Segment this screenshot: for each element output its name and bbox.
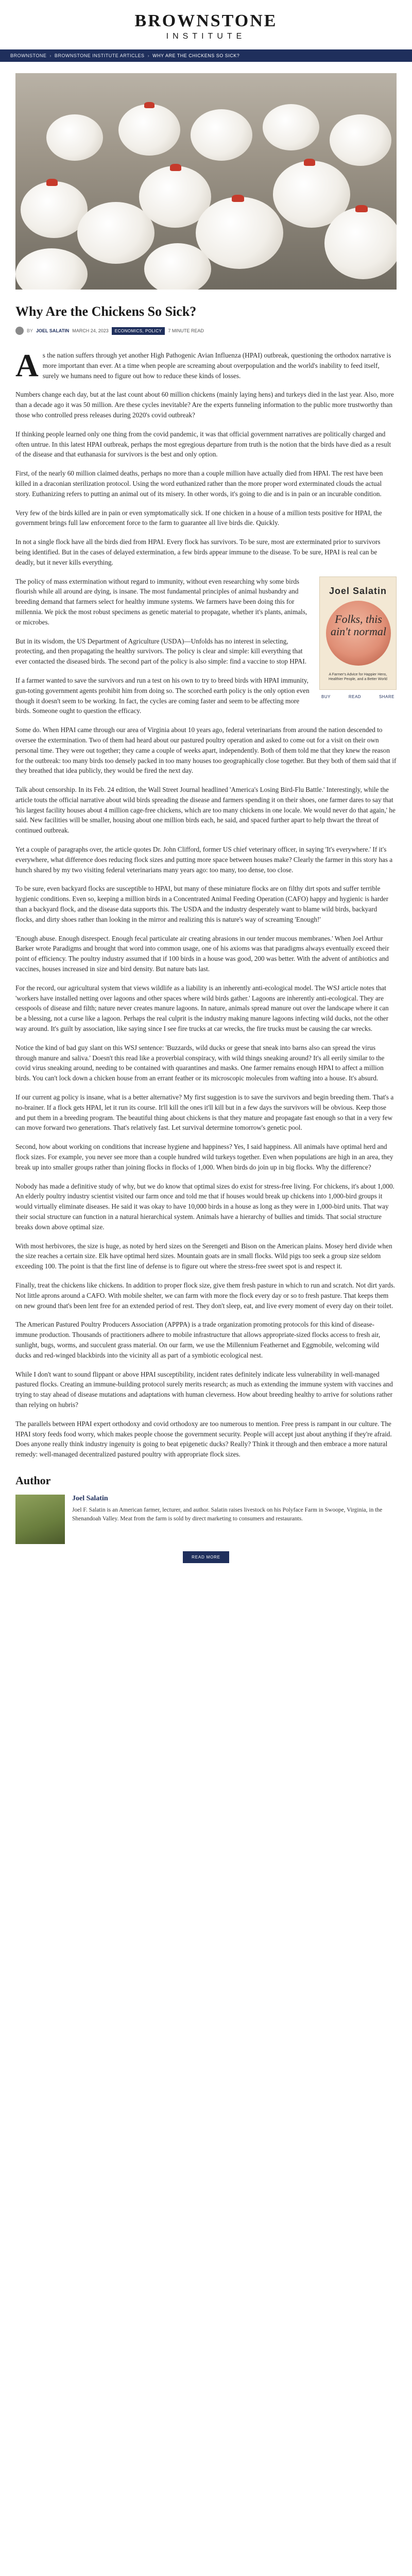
chevron-right-icon: › bbox=[49, 53, 52, 58]
article-paragraph: To be sure, even backyard flocks are susceptible to HPAI, but many of these miniature flocks are on filthy dirt spots and suffer terrible hygienic conditions. Even so, keeping a million birds in a Concentrated Animal Feeding Operation (CAFO) happy and hygienic is harder than a backyard flock, and the disease data supports this. The USDA and the industry desperately want to blame wild birds, backyard flocks, and dirty shoes rather than looking in the mirror and realizing this is nature's way of screaming 'Enough!' bbox=[15, 885, 389, 923]
article-meta bbox=[15, 327, 412, 335]
article-body bbox=[15, 350, 397, 1460]
article-paragraph: Nobody has made a definitive study of why, but we do know that optimal sizes do exist for stress-free living. For chickens, it's about 1,000. An elderly poultry industry scientist visited our farm once and told me that if houses would break up chickens into 1,000-bird groups it would virtually eliminate diseases. He said it was okay to have 10,000 birds in a house as long as they were in 1,000-bird units. That way their social structure can function in a natural hierarchical system. Animals have a hierarchy of bullies and timids. That social structure breaks down above optimal size. bbox=[15, 1182, 394, 1231]
author-link[interactable]: JOEL SALATIN bbox=[36, 328, 70, 333]
article-paragraph: But in its wisdom, the US Department of Agriculture (USDA)—Unfolds has no interest in selecting, protecting, and then propagating the healthy survivors. The policy is clear and simple: kill everything that ever contacted the diseased birds. The second part of the policy is also simple: find a vaccine to stop HPAI. bbox=[15, 637, 307, 666]
author-section bbox=[15, 1474, 397, 1563]
article-paragraph: If a farmer wanted to save the survivors and run a test on his own to try to breed birds with HPAI immunity, gun-toting government agents prohibit him from doing so. The scorched earth policy is the only option even though it doesn't seem to be working. In fact, the cycles are coming faster and seem to be affecting more birds. Someone ought to question the efficacy. bbox=[15, 676, 310, 715]
book-cover-title: Folks, this ain't normal bbox=[331, 612, 386, 638]
byline-prefix: BY bbox=[27, 328, 33, 333]
author-photo[interactable] bbox=[15, 1495, 65, 1544]
hero-image bbox=[15, 73, 397, 290]
author-card bbox=[15, 1495, 397, 1544]
article-paragraph: If thinking people learned only one thing from the covid pandemic, it was that official government narratives are politically charged and often untrue. In this latest HPAI outbreak, perhaps the most egregious departure from truth is the notion that the birds have died as a result of the disease and that euthanasia for survivors is the best and only option. bbox=[15, 430, 391, 459]
article-paragraph: Numbers change each day, but at the last count about 60 million chickens (mainly laying hens) and turkeys died in the last year. Also, more than a decade ago it was 50 million. Are these cycles inevitable? Are the experts funneling information to the public more trustworthy than those who controlled press releases during 2020's covid outbreak? bbox=[15, 391, 394, 419]
chicken-comb bbox=[355, 205, 368, 212]
site-logo-subtitle: INSTITUTE bbox=[166, 32, 246, 41]
site-logo[interactable]: BROWNSTONE bbox=[134, 11, 278, 30]
buy-button[interactable]: BUY bbox=[321, 694, 331, 699]
article-paragraph: Talk about censorship. In its Feb. 24 edition, the Wall Street Journal headlined 'America's Losing Bird-Flu Battle.' Interestingly, while the article touts the official narrative about wild birds spreading the disease and farmers spending it on their shoes, one farmer dares to say that 'his largest facility houses about 4 million cage-free chickens, which are too many chickens in one locale. We would never do that again,' he said. New facilities will be smaller, housing about one million birds each, he said, and spaced further apart to help thwart the threat of continued outbreak. bbox=[15, 786, 396, 835]
chicken-comb bbox=[232, 195, 244, 202]
article-paragraph: Very few of the birds killed are in pain or even symptomatically sick. If one chicken in a house of a million tests positive for HPAI, the government brings full law enforcement force to the farm to guarantee all live birds die. Quickly. bbox=[15, 509, 382, 527]
site-header bbox=[0, 0, 412, 49]
author-name-link[interactable]: Joel Salatin bbox=[72, 1494, 108, 1502]
chicken-comb bbox=[304, 159, 315, 166]
book-cover-author: Joel Salatin bbox=[329, 585, 387, 596]
drop-cap: A bbox=[15, 348, 39, 383]
article-paragraph: Notice the kind of bad guy slant on this WSJ sentence: 'Buzzards, wild ducks or geese that sneak into barns also can spread the virus through manure and saliva.' Doesn't this read like a proverbial conspiracy, with wild things sneaking around? It's all eerily similar to the covid virus sneaking around, needing to be contained with quarantines and masks. One farmer remains enough HPAI to affect a million birds. You can't lock down a chicken house from an errant feather or its microscopic molecules from wafting into a house. It's absurd. bbox=[15, 1043, 385, 1082]
author-info bbox=[72, 1495, 397, 1544]
chicken-comb bbox=[144, 102, 154, 108]
article-paragraph: Finally, treat the chickens like chickens. In addition to proper flock size, give them fresh pasture in which to run and scratch. Not dirt yards. Not little aprons around a CAFO. With mobile shelter, we can farm with more the flock every day or so to fresh pasture. That keeps them on new ground that's been lent free for an extended period of rest. They don't sleep, eat, and live every moment of every day on their toilet. bbox=[15, 1281, 396, 1310]
article-paragraph: The parallels between HPAI expert orthodoxy and covid orthodoxy are too numerous to mention. Free press is rampant in our culture. The HPAI story feeds food worry, which makes people choose the government security. People will accept just about anything if they're afraid. Does anyone really think industry ingenuity is going to beat epigenetic ducks? Really? Think it through and then embrace a more natural remedy: well-managed decentralized pastured poultry with appropriate flock sizes. bbox=[15, 1419, 392, 1459]
article-paragraph: Some do. When HPAI came through our area of Virginia about 10 years ago, federal veterinarians from around the nation descended to oversee the extermination. Two of them had heard about our pastured poultry operation and asked to come out for a visit on their own personal time. They were out together; they came a couple of weeks apart, independently. Both of them told me that they knew the reason for the outbreak: too many birds too densely packed in too many houses too geographically close together. But they both of them said that if they breathed that idea publicly, they would be fired the next day. bbox=[15, 726, 397, 775]
chicken-comb bbox=[46, 179, 58, 186]
article-paragraph: Yet a couple of paragraphs over, the article quotes Dr. John Clifford, former US chief veterinary officer, in saying 'It's everywhere.' If it's everywhere, what difference does reducing flock sizes and putting more space between houses make? Clearly the farmer in this story has a hunch shared by my two visiting federal veterinarians many years ago: too many, too dense, too close. bbox=[15, 845, 393, 874]
read-button[interactable]: READ bbox=[348, 694, 362, 699]
chicken-shape bbox=[191, 109, 252, 161]
book-actions bbox=[319, 694, 397, 700]
breadcrumb-item-current: WHY ARE THE CHICKENS SO SICK? bbox=[152, 53, 240, 58]
avatar[interactable] bbox=[15, 327, 24, 335]
lead-text: s the nation suffers through yet another High Pathogenic Avian Influenza (HPAI) outbreak, questioning the orthodox narrative is more important than ever. At a time when people are screaming about overpopulation and the world's inability to feed itself, surely we humans need to figure out how to reduce these kinds of losses. bbox=[42, 351, 391, 380]
chicken-shape bbox=[196, 197, 283, 269]
breadcrumb-bar bbox=[0, 49, 412, 62]
book-cover-subtitle: A Farmer's Advice for Happier Hens, Healthier People, and a Better World bbox=[329, 673, 387, 682]
chicken-shape bbox=[330, 114, 391, 166]
article-paragraph: First, of the nearly 60 million claimed deaths, perhaps no more than a couple million have actually died from HPAI. The rest have been killed in a draconian sterilization protocol. Using the word euthanized rather than the more proper word exterminated clouds the actual story. Euthanizing refers to putting an animal out of its misery. In other words, it's going to die and is in pain or an incurable condition. bbox=[15, 469, 383, 498]
author-heading: Author bbox=[15, 1473, 51, 1487]
article-title: Why Are the Chickens So Sick? bbox=[15, 304, 197, 319]
author-bio: Joel F. Salatin is an American farmer, lecturer, and author. Salatin raises livestock on his Polyface Farm in Swoope, Virginia, in the Shenandoah Valley. Meat from the farm is sold by direct marketing to consumers and restaurants. bbox=[72, 1506, 383, 1522]
chicken-shape bbox=[324, 207, 397, 279]
chicken-shape bbox=[144, 243, 211, 290]
article-paragraph: 'Enough abuse. Enough disrespect. Enough fecal particulate air creating abrasions in our tender mucous membranes.' When Joel Arthur Barker wrote Paradigms and brought that word into common usage, one of his axioms was that paradigms always eventually exceed their point of efficiency. The poultry industry assumed that if 100 birds in a house was good, 200 was better. With the advent of antibiotics and vaccines, houses increased in size and bird density. But nature bats last. bbox=[15, 934, 389, 973]
article-paragraph: While I don't want to sound flippant or above HPAI susceptibility, incident rates definitely indicate less vulnerability in well-managed pastured flocks. Creating an immune-building protocol surely merits research; as much as extending the immune system with vaccines and trying to stay ahead of disease mutations and adaptations with human cleverness. How about breeding healthy to arrive for solutions rather than relying on hubris? bbox=[15, 1370, 393, 1409]
breadcrumb-item-section[interactable]: BROWNSTONE INSTITUTE ARTICLES bbox=[54, 53, 145, 58]
article-paragraph: Second, how about working on conditions that increase hygiene and happiness? Yes, I said happiness. All animals have optimal herd and flock sizes. For example, you never see more than a couple hundred wild turkeys together. Even when populations are high in an area, they break up into smaller groups rather than joining flocks in flocks of 1,000. When birds do join up in big flocks. Why the difference? bbox=[15, 1143, 393, 1171]
breadcrumb bbox=[10, 53, 239, 58]
book-cover[interactable] bbox=[319, 577, 397, 690]
chevron-right-icon: › bbox=[147, 53, 150, 58]
read-more-button[interactable]: READ MORE bbox=[183, 1551, 229, 1563]
chicken-shape bbox=[118, 104, 180, 156]
chicken-shape bbox=[15, 248, 88, 290]
article-paragraph: If our current ag policy is insane, what is a better alternative? My first suggestion is to save the survivors and begin breeding them. That's a no-brainer. If a flock gets HPAI, let it run its course. It'll kill the ones it'll kill but in a few days the survivors will be obvious. Keep those and put them in a breeding program. The beautiful thing about chickens is that they mature and propagate fast enough so that in a very few can move forward two generations. That's relatively fast. Let survival determine tomorrow's genetic pool. bbox=[15, 1093, 394, 1132]
article-date: MARCH 24, 2023 bbox=[72, 328, 109, 333]
read-time: 7 MINUTE READ bbox=[168, 328, 204, 333]
breadcrumb-item-home[interactable]: BROWNSTONE bbox=[10, 53, 47, 58]
book-promo bbox=[319, 577, 397, 700]
chicken-comb bbox=[170, 164, 181, 171]
article-lead-paragraph bbox=[15, 350, 397, 381]
article-paragraph: The American Pastured Poultry Producers Association (APPPA) is a trade organization promoting protocols for this kind of disease-immune production. Thousands of practitioners adhere to mobile infrastructure that allows appropriate-sized flocks access to fresh air, sunlight, bugs, worms, and succulent grass material. On our farm, we use the Millennium Feathernet and Eggmobile, welcoming wild ducks and red-winged blackbirds into the vicinity all as part of a symbiotic ecological nest. bbox=[15, 1320, 381, 1359]
article-paragraph: For the record, our agricultural system that views wildlife as a liability is an inherently anti-ecological model. The WSJ article notes that 'workers have installed netting over lagoons and other spaces where wild birds gather.' Lagoons are inherently anti-ecological. They are cesspools of disease and filth; nature never creates manure lagoons. In nature, animals spread manure out over the landscape where it can be a blessing, not a curse like a lagoon. Perhaps the real culprit is the industry making manure lagoons infecting wild ducks, not the other way around. It's guilt by association, like saying since I see fire trucks at car wrecks, the fire trucks must be causing the car wrecks. bbox=[15, 984, 389, 1033]
article-paragraph: With most herbivores, the size is huge, as noted by herd sizes on the Serengeti and Bison on the American plains. Mosey herd divide when the size reaches a certain size. Elk have optimal herd sizes. Mountain goats are in small flocks. Wild pigs too seek a group size seldom exceeding 100. The point is that the first line of defense is to figure out where the stress-free sweet spot is and respect it. bbox=[15, 1242, 392, 1270]
category-badge[interactable]: ECONOMICS, POLICY bbox=[112, 327, 165, 335]
chicken-shape bbox=[46, 114, 103, 161]
article-paragraph: The policy of mass extermination without regard to immunity, without even researching why some birds flourish while all around are dying, is insane. The most fundamental principles of animal husbandry and breeding demand that farmers select for healthy immune systems. We farmers have been doing this for millennia. We pick the most robust specimens as genetic material to propagate, whether it's plants, animals, or microbes. bbox=[15, 577, 307, 626]
share-button[interactable]: SHARE bbox=[379, 694, 394, 699]
chicken-shape bbox=[263, 104, 319, 150]
article-paragraph: In not a single flock have all the birds died from HPAI. Every flock has survivors. To be sure, most are exterminated prior to survivors being identified. But in the cases of delayed extermination, a few birds appear immune to the disease. To be sure, HPAI is real can be deadly, but it never kills everything. bbox=[15, 538, 381, 566]
